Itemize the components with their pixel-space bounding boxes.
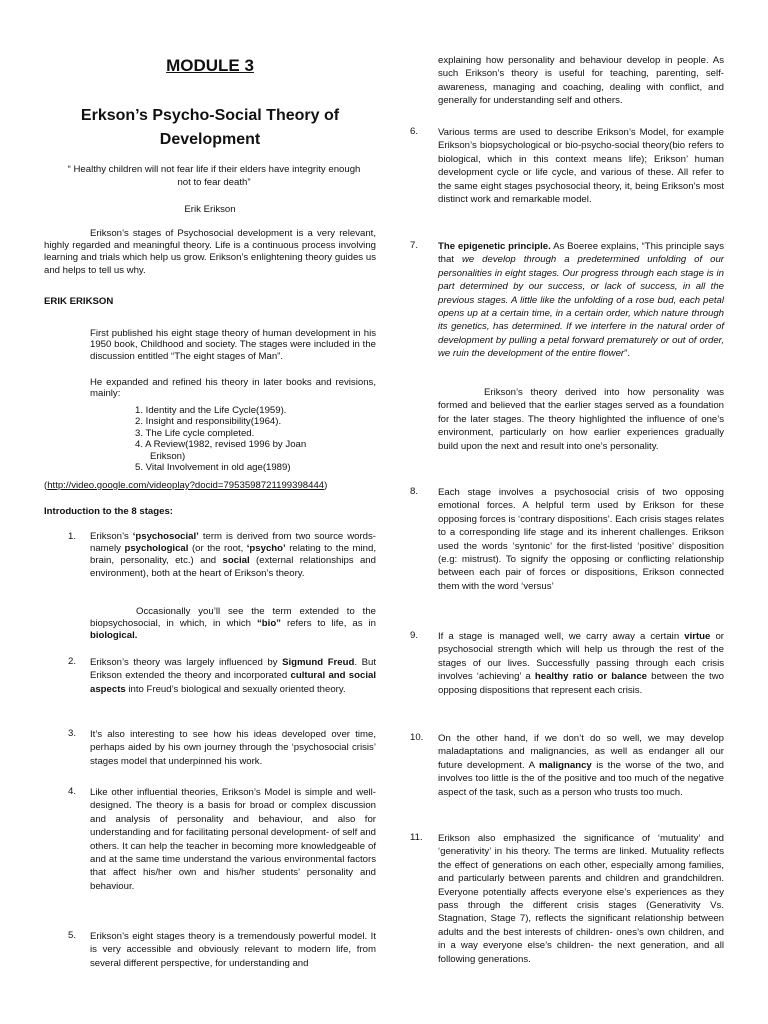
bullet-glyph bbox=[64, 377, 90, 400]
text-run: relating to the mind, brain, personality, etc.) and bbox=[90, 543, 377, 567]
list-item: 3. The Life cycle completed. bbox=[135, 427, 255, 439]
bullet-item bbox=[64, 328, 376, 362]
item-number: 2. bbox=[68, 656, 77, 667]
text-run: ”. bbox=[624, 348, 630, 360]
text-run: or psychosocial strength which will help us through the rest of the stages of our lives. Successfully passing through each crisis involves ‘achieving’ a bbox=[438, 631, 724, 683]
numbered-paragraph bbox=[410, 126, 724, 206]
item-number: 3. bbox=[68, 728, 77, 739]
text-run: If a stage is managed well, we carry away a certain bbox=[438, 631, 685, 642]
numbered-paragraph bbox=[68, 930, 376, 970]
paragraph-continuation bbox=[90, 606, 376, 643]
text-run: is the worse of the two, and involves too little is the of the positive and too much of the negative aspect of the task, such as a person who trusts too much. bbox=[438, 759, 724, 798]
text-run: (or the root, bbox=[188, 543, 247, 555]
list-item: Erikson) bbox=[150, 450, 186, 462]
list-item: 5. Vital Involvement in old age(1989) bbox=[135, 462, 291, 474]
text-run: Occasionally you’ll see the term extended to the biopsychosocial, in which, in which bbox=[90, 606, 376, 630]
bullet-text: He expanded and refined his theory in later books and revisions, mainly: bbox=[90, 377, 376, 400]
item-text bbox=[438, 240, 724, 361]
item-number: 10. bbox=[410, 732, 424, 743]
numbered-paragraph bbox=[410, 486, 724, 593]
text-run: “bio” bbox=[257, 618, 281, 630]
text-run: psychological bbox=[124, 543, 189, 555]
text-run: healthy ratio or balance bbox=[534, 671, 648, 683]
text-run: social bbox=[222, 555, 250, 567]
item-text bbox=[90, 656, 376, 696]
text-run: refers to life, as in bbox=[280, 618, 376, 630]
numbered-paragraph bbox=[410, 732, 724, 799]
module-title: MODULE 3 bbox=[166, 56, 254, 75]
item-text: Each stage involves a psychosocial crisis of two opposing emotional forces. A helpful term used by Erikson for these opposing forces is ‘contrary dispositions’. Each crisis stages relates to a corresponding life stage and its inherent challenges. Erikson used the words ‘syntonic’ for the first-listed ‘positive’ disposition (e.g: mistrust). To signify the opposing or conflicting relationship between each pair of forces or dispositions, Erikson connected them with the word ‘versus’ bbox=[438, 487, 724, 592]
bullet-item bbox=[64, 377, 376, 400]
video-link-line bbox=[44, 480, 376, 491]
numbered-paragraph bbox=[410, 832, 724, 966]
text-run: ‘psycho’ bbox=[246, 543, 286, 555]
bullet-text: First published his eight stage theory of human development in his 1950 book, Childhood and society. The stages were included in the discussion entitled “The eight stages of Man”. bbox=[90, 328, 376, 362]
video-link[interactable]: http://video.google.com/videoplay?docid=7953598721199398444 bbox=[47, 480, 325, 491]
text-run: . But Erikson extended the theory and incorporated bbox=[90, 657, 376, 682]
text-run: As Boeree explains, “This principle says that bbox=[438, 241, 725, 266]
item-number: 7. bbox=[410, 240, 419, 251]
text-run: (external relationships and environment), both at the heart of Erikson’s theory. bbox=[90, 555, 376, 579]
numbered-paragraph bbox=[68, 786, 376, 893]
numbered-paragraph bbox=[410, 240, 724, 361]
erik-erikson-heading: ERIK ERIKSON bbox=[44, 296, 114, 307]
item-number: 5. bbox=[68, 930, 77, 941]
item-text: Like other influential theories, Erikson’s Model is simple and well-designed. The theory is a basis for broad or complex discussion and analysis of personality and behaviour, and also for understanding and for facilitating personal development- of self and others. It can help the teacher in becoming more knowledgeable of and at the same time understand the various environmental factors that affect his/her own and his/her students’ personality and behaviour. bbox=[90, 787, 376, 892]
intro-paragraph: Erikson’s stages of Psychosocial development is a very relevant, highly regarded and meaningful theory. Life is a continuous process involving learning and trials which help us grow. Erikson’s enlightening theory guides us and helps to tell us why. bbox=[44, 228, 376, 276]
sub-list bbox=[135, 405, 355, 473]
numbered-paragraph bbox=[410, 630, 724, 697]
intro-stages-heading: Introduction to the 8 stages: bbox=[44, 506, 173, 517]
text-run: ‘psychosocial’ bbox=[132, 531, 199, 542]
text-run: On the other hand, if we don’t do so well, we may develop maladaptations and malignancies, as well as endanger all our future development. A bbox=[438, 733, 724, 771]
numbered-paragraph bbox=[68, 656, 376, 696]
text-run: malignancy bbox=[538, 759, 592, 771]
text-run: Sigmund Freud bbox=[282, 657, 355, 668]
list-item: 1. Identity and the Life Cycle(1959). bbox=[135, 405, 287, 416]
item-text bbox=[90, 531, 376, 580]
quote: “ Healthy children will not fear life if their elders have integrity enough not to fear death” bbox=[67, 164, 361, 188]
text-run: between the two opposing dispositions that represent each crisis. bbox=[438, 671, 724, 696]
quote-author: Erik Erikson bbox=[184, 204, 236, 215]
list-item: 2. Insight and responsibility(1964). bbox=[135, 416, 282, 428]
link-paren: ( bbox=[44, 480, 48, 491]
item-number: 9. bbox=[410, 630, 419, 641]
paragraph-continuation: Erikson’s theory derived into how personality was formed and believed that the earlier stages served as a foundation for the later stages. The theory highlighted the influence of one’s environment, particularly on how earlier experiences gradually build upon the next and result into one’s personality. bbox=[438, 387, 724, 452]
item-text: Various terms are used to describe Erikson’s Model, for example Erikson’s biopsychological or bio-psycho-social theory(bio refers to biological, which in this context means life); Erikson’ human development cycle or life cycle, and various of these. All refer to the same eight stages psychosocial theory, it, being Erikson’s most distinct work and remarkable model. bbox=[438, 127, 724, 206]
text-run: Erikson’s theory was largely influenced by bbox=[90, 657, 283, 668]
text-run: The epigenetic principle. bbox=[438, 241, 551, 252]
item-text: It’s also interesting to see how his ideas developed over time, perhaps aided by his own journey through the ‘psychosocial crisis’ stages model that underpinned his work. bbox=[90, 729, 376, 767]
text-run: cultural and social aspects bbox=[90, 670, 376, 695]
item-number: 1. bbox=[68, 531, 77, 542]
text-run: we develop through a predetermined unfolding of our personalities in eight stages. Our progress through each stage is in part determined by our success, or lack of success, in all the previous stages. A little like the unfolding of a rose bud, each petal opens up at a certain time, in a certain order, which nature through its genetics, has determined. If we interfere in the natural order of development by pulling a petal forward prematurely or out of order, we ruin the development of the entire flower bbox=[438, 254, 724, 360]
paragraph-continuation: explaining how personality and behaviour develop in people. As such Erikson’s theory is useful for teaching, parenting, self-awareness, managing and coaching, dealing with conflict, and generally for understanding self and others. bbox=[438, 55, 724, 107]
text-run: virtue bbox=[684, 631, 711, 642]
bullet-glyph bbox=[64, 328, 90, 362]
item-text: Erikson also emphasized the significance of ‘mutuality’ and ‘generativity’ in his theory. The terms are linked. Mutuality reflects the effect of generations on each other, especially among families, and particularly between parents and children and grandchildren. Everyone potentially affects everyone else’s experiences as they pass through the different crisis stages (Generativity Vs. Stagnation, Stage 7), reflects the significant relationship between adults and the best interests of children- ones’s own children, and in a way everyone else’s children- the next generation, and all following generations. bbox=[438, 833, 724, 965]
item-number: 4. bbox=[68, 786, 77, 797]
item-text bbox=[438, 630, 724, 697]
item-number: 6. bbox=[410, 126, 419, 137]
numbered-paragraph bbox=[68, 531, 376, 580]
text-run: term is derived from two source words- namely bbox=[90, 531, 376, 555]
item-number: 8. bbox=[410, 486, 419, 497]
text-run: biological. bbox=[90, 630, 138, 642]
link-paren: ) bbox=[324, 480, 328, 491]
numbered-paragraph bbox=[68, 728, 376, 768]
item-text bbox=[438, 732, 724, 799]
list-item: 4. A Review(1982, revised 1996 by Joan bbox=[135, 439, 307, 451]
item-number: 11. bbox=[410, 832, 423, 843]
text-run: into Freud’s biological and sexually oriented theory. bbox=[125, 683, 346, 695]
item-text: Erikson’s eight stages theory is a tremendously powerful model. It is very accessible and obviously relevant to modern life, from several different perspective, for understanding and bbox=[90, 931, 376, 969]
text-run: Erikson’s bbox=[90, 531, 133, 542]
theory-title: Erkson’s Psycho-Social Theory of Development bbox=[80, 107, 340, 148]
